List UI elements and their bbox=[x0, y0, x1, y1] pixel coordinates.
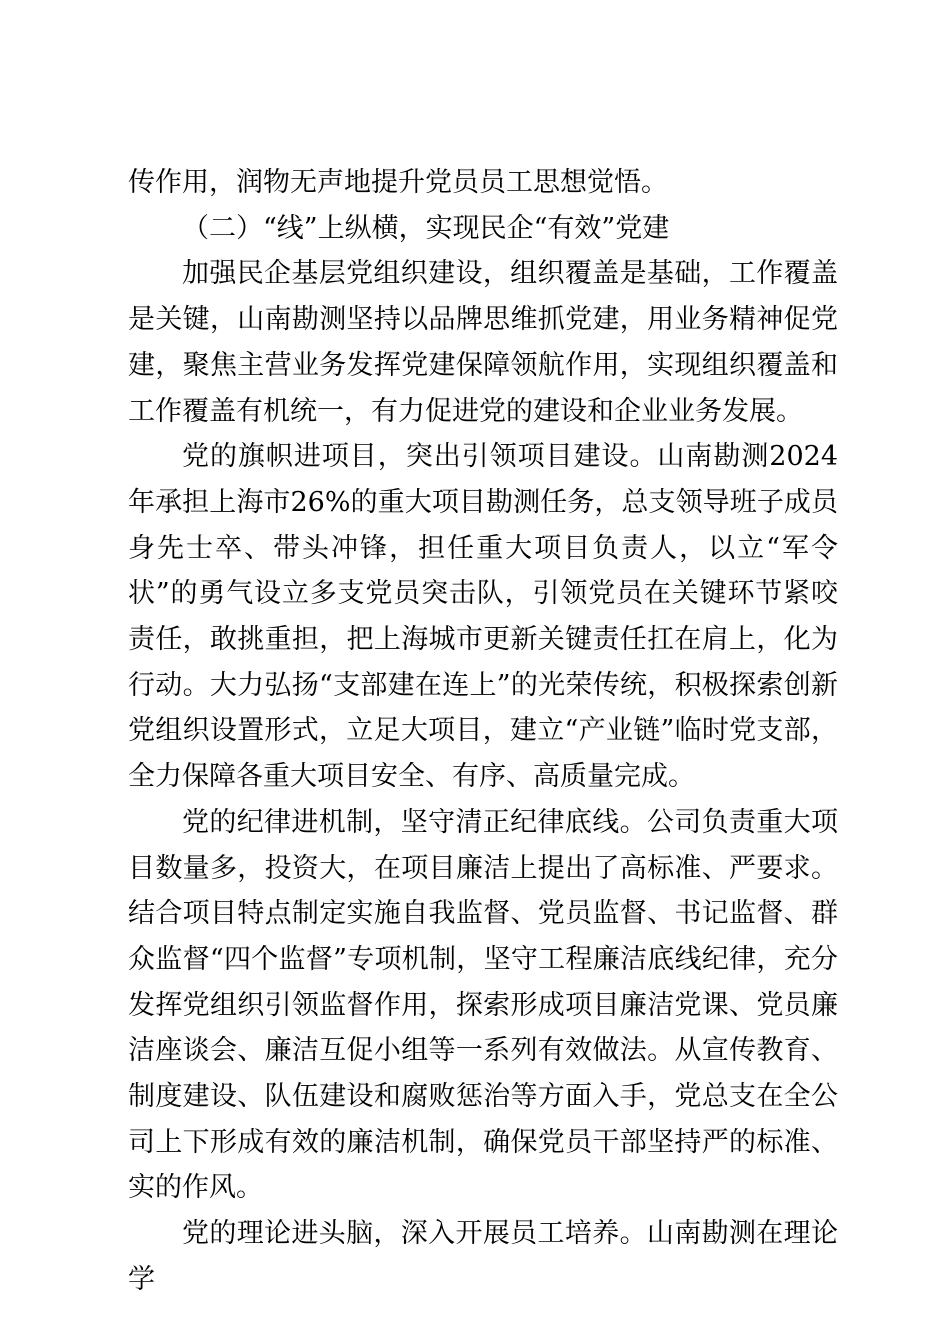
section-heading: （二）“线”上纵横，实现民企“有效”党建 bbox=[182, 212, 670, 244]
paragraph: 党的旗帜进项目，突出引领项目建设。山南勘测2024年承担上海市26%的重大项目勘测任务，总支领导班子成员身先士卒、带头冲锋，担任重大项目负责人，以立“军令状”的勇气设立多支党员突击队，引领党员在关键环节紧咬责任，敢挑重担，把上海城市更新关键责任扛在肩上，化为行动。大力弘扬“支部建在连上”的光荣传统，积极探索创新党组织设置形式，立足大项目，建立“产业链”临时党支部，全力保障各重大项目安全、有序、高质量完成。 bbox=[128, 441, 838, 793]
paragraph: 加强民企基层党组织建设，组织覆盖是基础，工作覆盖是关键，山南勘测坚持以品牌思维抓党建，用业务精神促党建，聚焦主营业务发挥党建保障领航作用，实现组织覆盖和工作覆盖有机统一，有力促进党的建设和企业业务发展。 bbox=[128, 258, 838, 427]
paragraph: 党的纪律进机制，坚守清正纪律底线。公司负责重大项目数量多，投资大，在项目廉洁上提出了高标准、严要求。结合项目特点制定实施自我监督、党员监督、书记监督、群众监督“四个监督”专项机制，坚守工程廉洁底线纪律，充分发挥党组织引领监督作用，探索形成项目廉洁党课、党员廉洁座谈会、廉洁互促小组等一系列有效做法。从宣传教育、制度建设、队伍建设和腐败惩治等方面入手，党总支在全公司上下形成有效的廉洁机制，确保党员干部坚持严的标准、实的作风。 bbox=[128, 806, 838, 1204]
paragraph-continuation: 传作用，润物无声地提升党员员工思想觉悟。 bbox=[128, 167, 668, 198]
document-body bbox=[128, 160, 838, 1303]
paragraph: 党的理论进头脑，深入开展员工培养。山南勘测在理论学 bbox=[128, 1218, 838, 1295]
